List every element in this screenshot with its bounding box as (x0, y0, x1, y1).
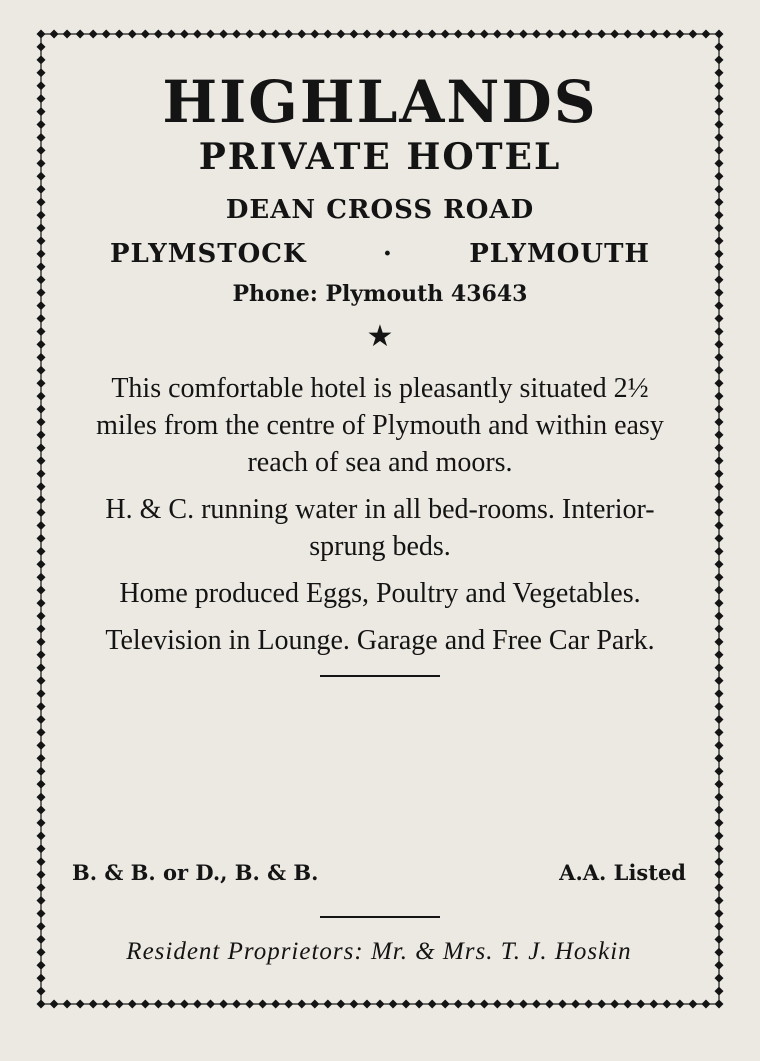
rates-text: B. & B. or D., B. & B. (72, 860, 319, 885)
address-street: DEAN CROSS ROAD (225, 195, 535, 225)
address-city: PLYMOUTH (469, 239, 650, 269)
paragraph-produce: Home produced Eggs, Poultry and Vegetables. (119, 578, 641, 609)
proprietors-text: Resident Proprietors: Mr. & Mrs. T. J. Hoskin (126, 938, 632, 965)
address-separator: · (382, 239, 393, 269)
description (80, 370, 680, 659)
advert-content (60, 70, 700, 677)
paragraph-location: This comfortable hotel is pleasantly situated 2½ miles from the centre of Plymouth and within easy reach of sea and moors. (96, 373, 664, 478)
listing-text: A.A. Listed (559, 860, 686, 885)
hotel-name: HIGHLANDS (162, 68, 598, 136)
rates-row (72, 860, 686, 885)
address-town: PLYMSTOCK (110, 239, 307, 269)
divider-rule-lower (320, 916, 440, 918)
paragraph-rooms: H. & C. running water in all bed-rooms. Interior-sprung beds. (105, 494, 655, 562)
address-block (60, 188, 700, 276)
phone-number: Phone: Plymouth 43643 (232, 281, 528, 307)
divider-rule (320, 675, 440, 677)
hotel-type: PRIVATE HOTEL (198, 136, 562, 178)
star-icon: ★ (366, 319, 394, 354)
paragraph-amenities: Television in Lounge. Garage and Free Car Park. (105, 625, 655, 656)
address-town-line (110, 232, 650, 276)
